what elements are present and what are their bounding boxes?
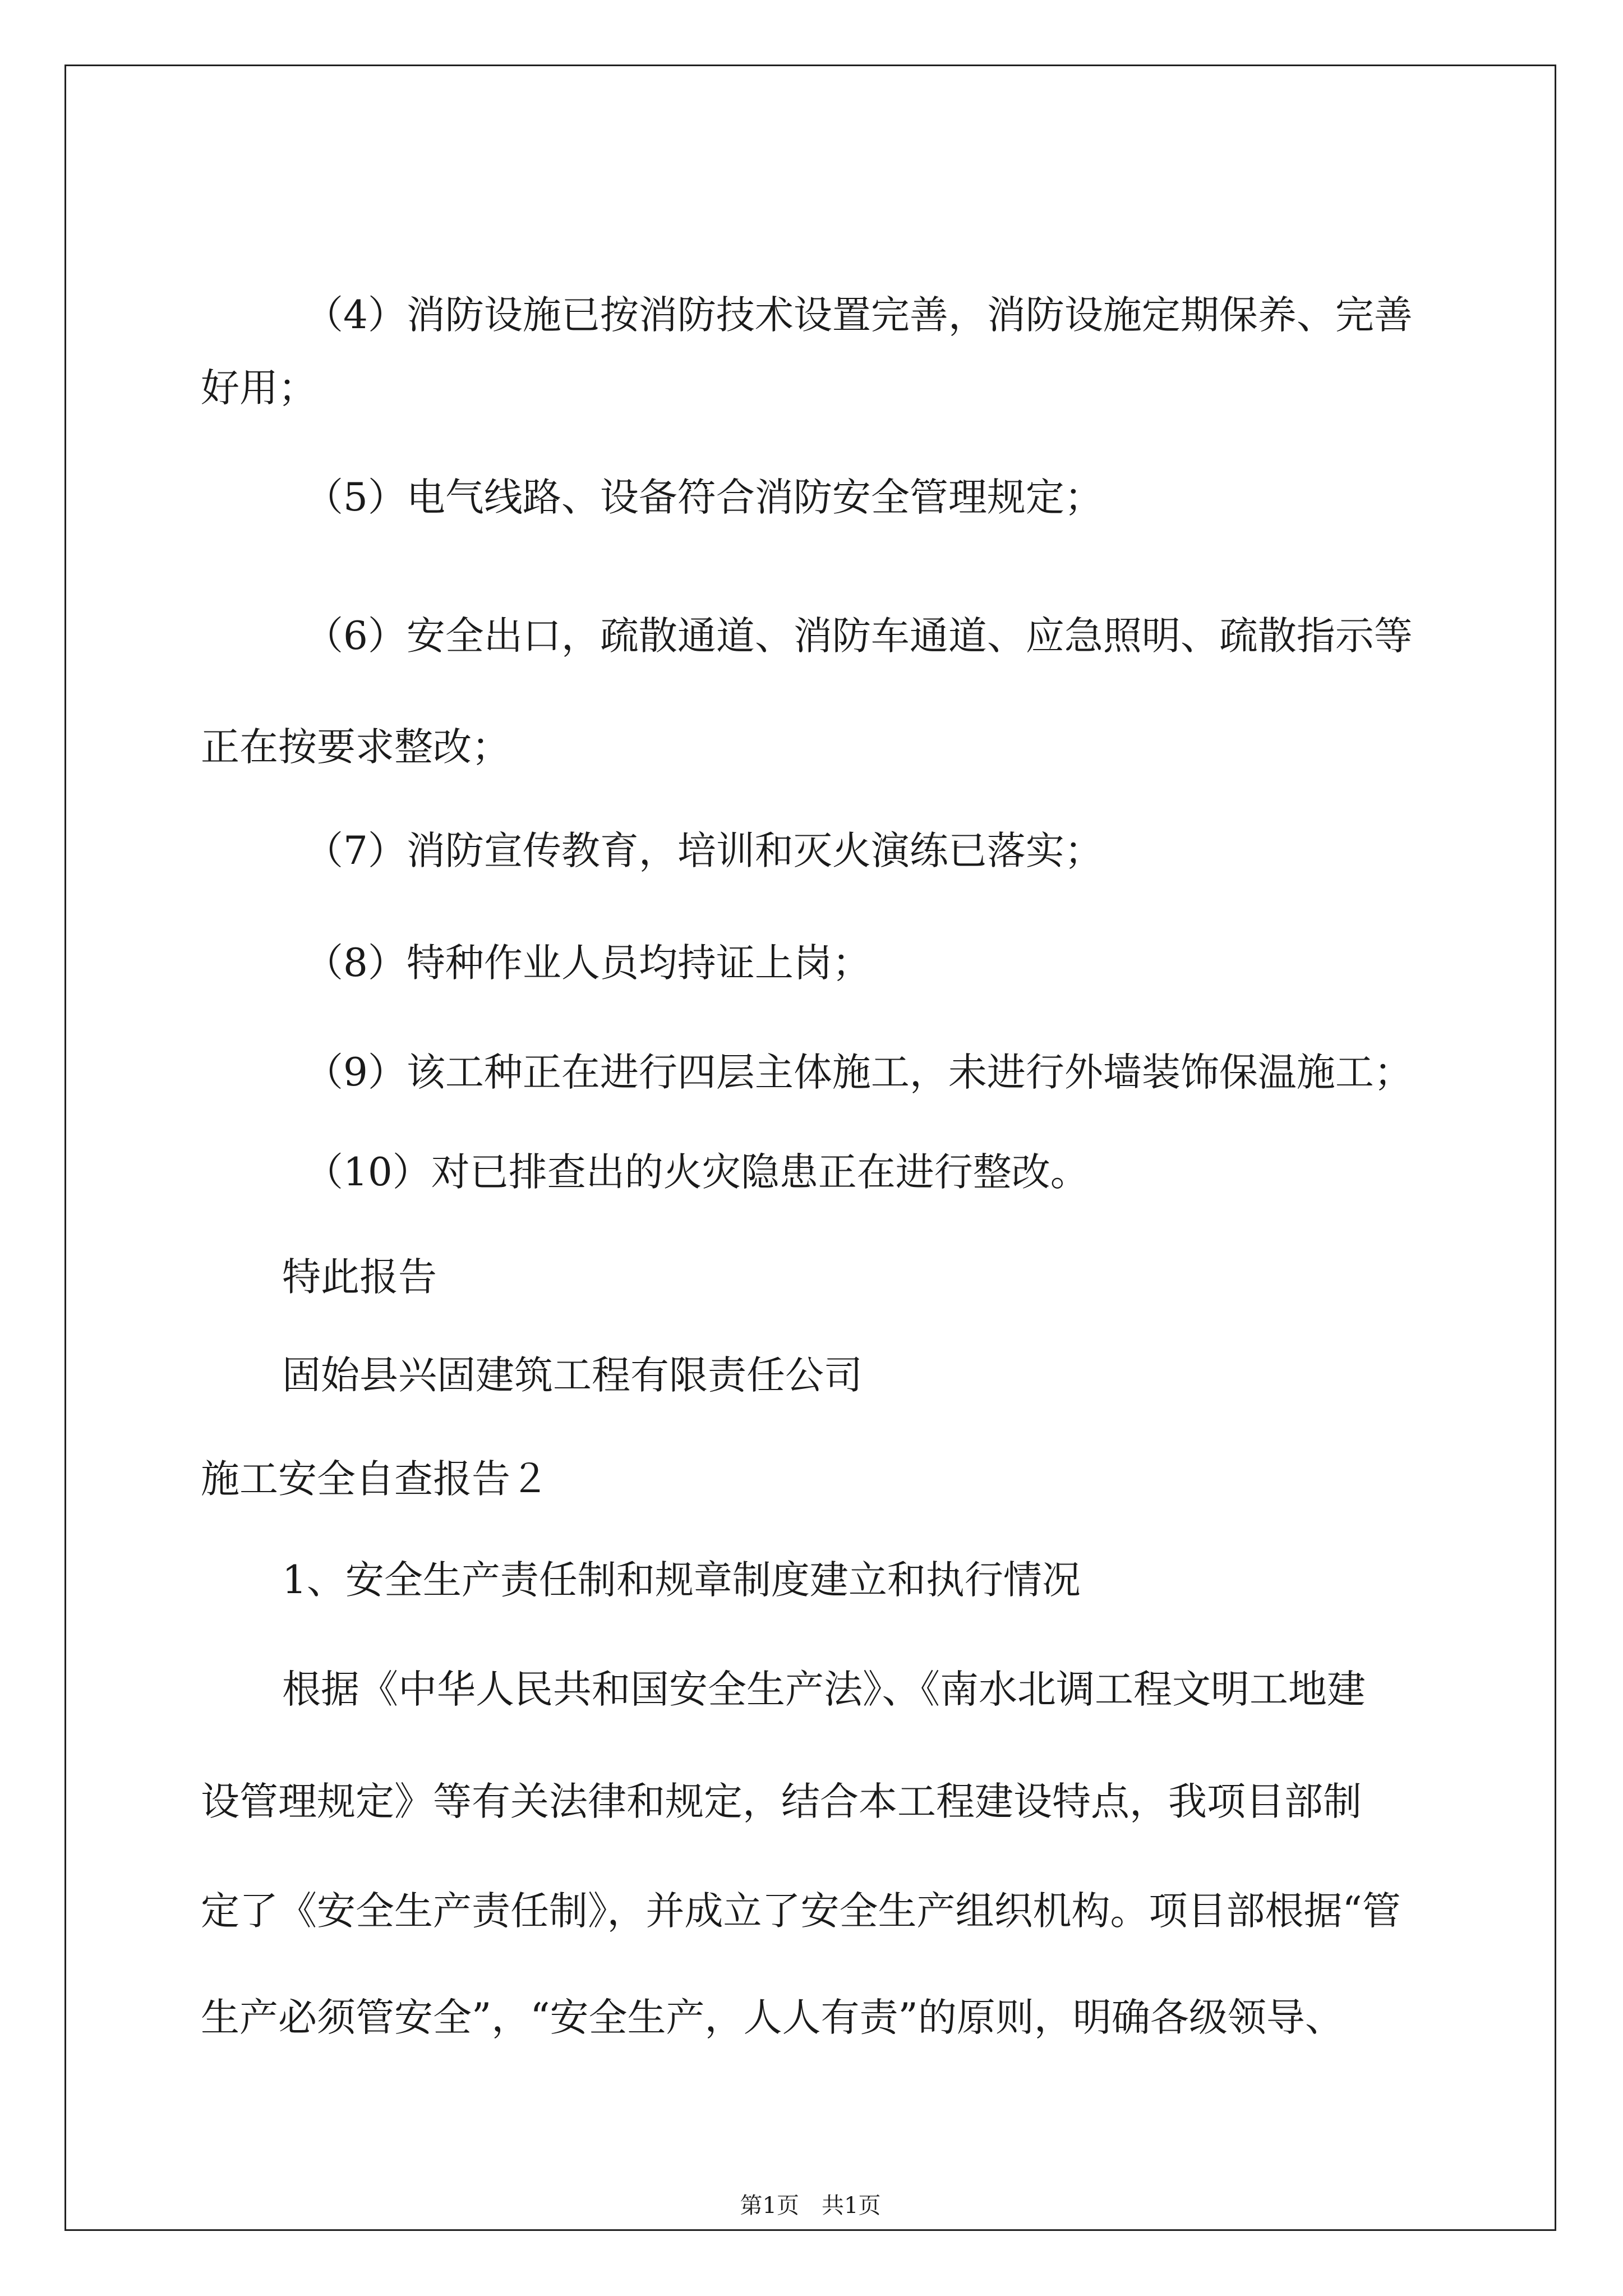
section-heading: 施工安全自查报告２ <box>201 1457 549 1502</box>
paragraph-line: 定了《安全生产责任制》，并成立了安全生产组织机构。项目部根据“管 <box>201 1889 1401 1934</box>
paragraph-line: 设管理规定》等有关法律和规定，结合本工程建设特点，我项目部制 <box>201 1779 1362 1824</box>
paragraph-line: 特此报告 <box>282 1255 437 1300</box>
document-body <box>66 66 1555 2229</box>
paragraph-line: （9）该工种正在进行四层主体施工，未进行外墙装饰保温施工； <box>305 1050 1413 1095</box>
paragraph-line: 正在按要求整改； <box>201 725 510 770</box>
paragraph-line: （6）安全出口，疏散通道、消防车通道、应急照明、疏散指示等 <box>305 614 1413 659</box>
paragraph-line: （7）消防宣传教育，培训和灭火演练已落实； <box>305 829 1103 873</box>
paragraph-line: 根据《中华人民共和国安全生产法》、《南水北调工程文明工地建 <box>282 1667 1366 1712</box>
paragraph-line: （10）对已排查出的火灾隐患正在进行整改。 <box>305 1150 1089 1195</box>
paragraph-line: （8）特种作业人员均持证上岗； <box>305 941 871 986</box>
paragraph-line: 生产必须管安全”，“安全生产，人人有责”的原则，明确各级领导、 <box>201 1995 1344 2040</box>
paragraph-line: （4）消防设施已按消防技术设置完善，消防设施定期保养、完善 <box>305 293 1413 338</box>
signature-company: 固始县兴固建筑工程有限责任公司 <box>282 1353 863 1398</box>
paragraph-line: （5）电气线路、设备符合消防安全管理规定； <box>305 475 1103 520</box>
subsection-heading: 1、安全生产责任制和规章制度建立和执行情况 <box>282 1558 1081 1603</box>
page-frame <box>64 65 1556 2231</box>
paragraph-line: 好用； <box>201 366 317 411</box>
page-number: 第1页 共1页 <box>740 2193 881 2219</box>
